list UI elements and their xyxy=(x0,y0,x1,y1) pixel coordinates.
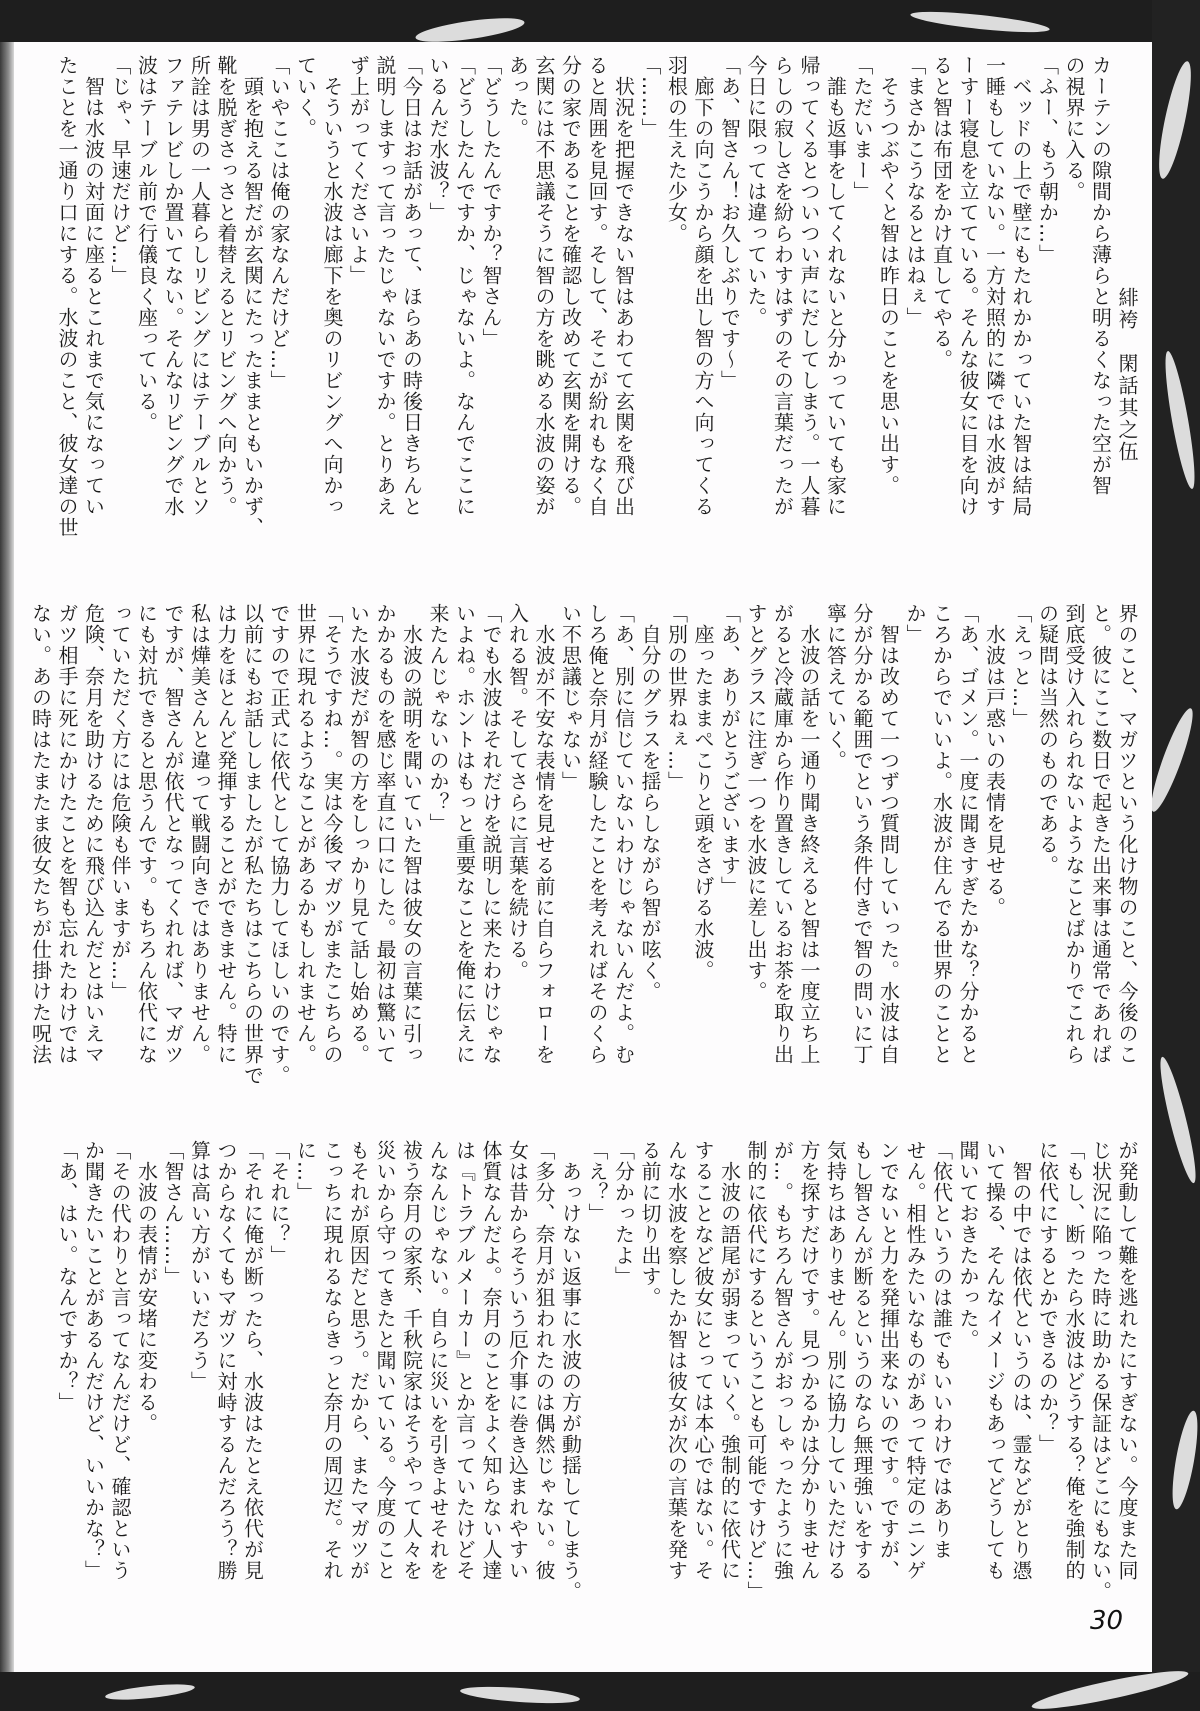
text-line: 算は高い方がいいだろう」 xyxy=(187,1140,212,1392)
text-line: 説明しますって言ったじゃないですか。とりあえ xyxy=(373,55,397,517)
text-line: か聞きたいことがあるんだけど、いいかな？」 xyxy=(81,1140,106,1581)
text-line: ていく。 xyxy=(293,55,318,139)
text-line: ンでないと力を発揮出来ないのです。ですが、 xyxy=(876,1140,901,1581)
text-line: ず上がってくださいよ」 xyxy=(346,55,371,286)
text-line: 智は改めて一つずつ質問していった。水波は自 xyxy=(876,603,901,1065)
text-line: たことを一通り口にする。水波のこと、彼女達の世 xyxy=(55,55,79,538)
text-line: こっちに現れるならきっと奈月の周辺だ。それ xyxy=(320,1140,344,1581)
text-line: 災いから守ってきたと聞いている。今度のこと xyxy=(373,1140,397,1581)
text-line: 「まさかこうなるとはねぇ」 xyxy=(903,55,927,328)
page-number: 30 xyxy=(1090,1606,1124,1636)
text-line: 「……」 xyxy=(638,55,662,139)
text-line: あった。 xyxy=(505,55,530,139)
text-line: することなど彼女にとっては本心ではない。そ xyxy=(691,1140,715,1581)
text-line: ころからでいいよ。水波が住んでる世界のことと xyxy=(929,603,954,1065)
text-line: 靴を脱ぎさっさと着替えるとリビングへ向かう。 xyxy=(214,55,238,517)
text-line: の疑問は当然のものである。 xyxy=(1035,603,1060,876)
text-line: 廊下の向こうから顔を出し智の方へ向ってくる xyxy=(691,55,715,517)
text-line: がると冷蔵庫から作り置きしているお茶を取り出 xyxy=(770,603,795,1065)
text-line: 一睡もしていない。一方対照的に隣では水波がす xyxy=(982,55,1007,517)
text-line: せん。相性みたいなものがあって特定のニンゲ xyxy=(903,1140,927,1581)
text-line: ですので正式に依代として協力してほしいのです。 xyxy=(267,603,291,1086)
text-line: 「どうしたんですか、じゃないよ。なんでここに xyxy=(452,55,477,517)
text-line: の視界に入る。 xyxy=(1062,55,1086,202)
text-line: 水波が不安な表情を見せる前に自らフォローを xyxy=(532,603,556,1065)
text-line: ですが、智さんが依代となってくれれば、マガツ xyxy=(161,603,185,1065)
text-line: 「え？」 xyxy=(585,1140,609,1224)
text-line: 水波の説明を聞いていた智は彼女の言葉に引っ xyxy=(399,603,424,1065)
text-line: と。彼にここ数日で起きた出来事は通常であれば xyxy=(1088,603,1113,1065)
text-line: 羽根の生えた少女。 xyxy=(664,55,689,244)
text-line: 帰ってくるとついつい声にだしてしまう。一人暮 xyxy=(797,55,821,517)
text-line: 到底受け入れられないようなことばかりでこれら xyxy=(1062,603,1086,1065)
text-line: 「そうですね…。実は今後マガツがまたこちらの xyxy=(320,603,344,1065)
text-line: 聞いておきたかった。 xyxy=(956,1140,980,1350)
text-line: る前に切り出す。 xyxy=(638,1140,662,1308)
text-line: が発動して難を逃れたにすぎない。今度また同 xyxy=(1115,1140,1139,1581)
text-line: 「ふー、もう朝か…」 xyxy=(1035,55,1060,265)
text-line: 「もし、断ったら水波はどうする？俺を強制的 xyxy=(1062,1140,1086,1581)
text-line: か」 xyxy=(903,603,927,645)
text-line: いよね。ホントはもっと重要なことを俺に伝えに xyxy=(452,603,477,1065)
text-line: ファテレビしか置いてない。そんなリビングで水 xyxy=(161,55,185,517)
text-line: 所詮は男の一人暮らしリビングにはテーブルとソ xyxy=(187,55,212,517)
text-line: もそれが原因だと思う。だから、またマガツが xyxy=(346,1140,371,1581)
text-line: ガツ相手に死にかけたことを智も忘れたわけでは xyxy=(55,603,79,1065)
text-line: い不思議じゃない」 xyxy=(558,603,583,792)
text-line: 世界に現れるようなことがあるかもしれません。 xyxy=(293,603,318,1065)
text-line: 水波の語尾が弱まっていく。強制的に依代に xyxy=(717,1140,742,1581)
text-line: 「あ、はい。なんですか？」 xyxy=(55,1140,79,1413)
text-line: 「でも水波はそれだけを説明しに来たわけじゃな xyxy=(479,603,503,1065)
text-line: すとグラスに注ぎ一つを水波に差し出す。 xyxy=(744,603,768,1002)
chapter-title: 緋袴 閑話其之伍 xyxy=(1115,287,1139,463)
text-line: 危険、奈月を助けるために飛び込んだとはいえマ xyxy=(81,603,106,1065)
text-line: ると智は布団をかけ直してやる。 xyxy=(929,55,954,370)
text-line: 「あ、別に信じていないわけじゃないんだよ。む xyxy=(611,603,636,1065)
text-line: 「依代というのは誰でもいいわけではありま xyxy=(929,1140,954,1560)
text-line: 水波の話を一通り聞き終えると智は一度立ち上 xyxy=(797,603,821,1065)
text-line: 分の家であることを確認し改めて玄関を開ける。 xyxy=(558,55,583,517)
text-line: 「多分、奈月が狙われたのは偶然じゃない。彼 xyxy=(532,1140,556,1581)
text-line: そうつぶやくと智は昨日のことを思い出す。 xyxy=(876,55,901,496)
text-line: 智の中では依代というのは、霊などがとり憑 xyxy=(1009,1140,1033,1581)
text-line: 智は水波の対面に座るとこれまで気になってい xyxy=(81,55,106,517)
text-line: 今日に限っては違っていた。 xyxy=(744,55,768,328)
text-line: かかるものを感じ率直に口にした。最初は驚いて xyxy=(373,603,397,1065)
text-line: 玄関には不思議そうに智の方を眺める水波の姿が xyxy=(532,55,556,517)
text-line: 方を探すだけです。見つかるかは分かりません xyxy=(797,1140,821,1581)
text-line: しろ俺と奈月が経験したことを考えればそのくら xyxy=(585,603,609,1065)
text-line: 女は昔からそういう厄介事に巻き込まれやすい xyxy=(505,1140,530,1581)
text-line: 「別の世界ねぇ…」 xyxy=(664,603,689,792)
text-line: 界のこと、マガツという化け物のこと、今後のこ xyxy=(1115,603,1139,1065)
text-line: つからなくてもマガツに対峙するんだろう？勝 xyxy=(214,1140,238,1581)
text-line: 「分かったよ」 xyxy=(611,1140,636,1287)
text-line: もし智さんが断るというのなら無理強いをする xyxy=(850,1140,874,1581)
text-line: いた水波だが智の方をしっかり見て話し始める。 xyxy=(346,603,371,1065)
text-line: 来たんじゃないのか？」 xyxy=(426,603,450,834)
text-line: 「その代わりと言ってなんだけど、確認という xyxy=(108,1140,132,1581)
text-line: 気持ちはありません。別に協力していただける xyxy=(823,1140,848,1581)
text-line: 「それに？」 xyxy=(267,1140,291,1266)
text-line: カーテンの隙間から薄らと明るくなった空が智 xyxy=(1088,55,1113,496)
text-line: らしの寂しさを紛らわすはずのその言葉だったが xyxy=(770,55,795,517)
text-line: 水波は戸惑いの表情を見せる。 xyxy=(982,603,1007,918)
text-line: 状況を把握できない智はあわてて玄関を飛び出 xyxy=(611,55,636,517)
text-line: 座ったままぺこりと頭をさげる水波。 xyxy=(691,603,715,981)
text-line: んな水波を察したか智は彼女が次の言葉を発す xyxy=(664,1140,689,1581)
text-line: 「それに俺が断ったら、水波はたとえ依代が見 xyxy=(240,1140,265,1581)
text-line: じ状況に陥った時に助かる保証はどこにもない。 xyxy=(1088,1140,1113,1602)
text-line: 分が分かる範囲でという条件付きで智の問いに丁 xyxy=(850,603,874,1065)
text-line: 「じゃ、早速だけど…」 xyxy=(108,55,132,286)
text-line: 祓う奈月の家系、千秋院家はそうやって人々を xyxy=(399,1140,424,1581)
text-line: 「今日はお話があって、ほらあの時後日きちんと xyxy=(399,55,424,517)
text-line: ーすー寝息を立てている。そんな彼女に目を向け xyxy=(956,55,980,517)
text-line: 水波の表情が安堵に変わる。 xyxy=(134,1140,159,1434)
text-line: っていただく方には危険も伴いますが…」 xyxy=(108,603,132,1002)
text-line: に…」 xyxy=(293,1140,318,1203)
text-line: 体質なんだよ。奈月のことをよく知らない人達 xyxy=(479,1140,503,1581)
text-line: 制的に依代にするということも可能ですけど…」 xyxy=(744,1140,768,1602)
text-line: 頭を抱える智だが玄関にたったままともいかず、 xyxy=(240,55,265,538)
text-line: が…。もちろん智さんがおっしゃったように強 xyxy=(770,1140,795,1581)
text-line: 「あ、智さん！お久しぶりです〜」 xyxy=(717,55,742,391)
text-line: 私は燁美さんと違って戦闘向きではありません。 xyxy=(187,603,212,1065)
text-line: 「智さん……」 xyxy=(161,1140,185,1287)
text-line: 「あ、ありがとうございます」 xyxy=(717,603,742,897)
text-line: 自分のグラスを揺らしながら智が呟く。 xyxy=(638,603,662,1002)
text-line: ない。あの時はたまたま彼女たちが仕掛けた呪法 xyxy=(28,603,53,1065)
text-line: いて操る、そんなイメージもあってどうしても xyxy=(982,1140,1007,1581)
text-line: 入れる智。そしてさらに言葉を続ける。 xyxy=(505,603,530,981)
text-block-middle xyxy=(27,603,1140,1086)
text-line: 「どうしたんですか？智さん」 xyxy=(479,55,503,349)
text-line: 以前にもお話ししましたが私たちはこちらの世界で xyxy=(240,603,265,1086)
text-line: 波はテーブル前で行儀良く座っている。 xyxy=(134,55,159,433)
text-block-top xyxy=(54,55,1141,538)
text-line: 寧に答えていく。 xyxy=(823,603,848,771)
text-line: ベッドの上で壁にもたれかかっていた智は結局 xyxy=(1009,55,1033,517)
text-line: にも対抗できると思うんです。もちろん依代にな xyxy=(134,603,159,1065)
text-line: 「いやここは俺の家なんだけど…」 xyxy=(267,55,291,391)
text-line: は『トラブルメーカー』とか言っていたけどそ xyxy=(452,1140,477,1581)
text-line: そういうと水波は廊下を奥のリビングへ向かっ xyxy=(320,55,344,517)
text-line: いるんだ水波？」 xyxy=(426,55,450,223)
text-line: は力をほとんど発揮することができません。特に xyxy=(214,603,238,1065)
text-line: に依代にするとかできるのか？」 xyxy=(1035,1140,1060,1455)
text-line: 誰も返事をしてくれないと分かっていても家に xyxy=(823,55,848,517)
text-line: 「あ、ゴメン。一度に聞きすぎたかな？分かると xyxy=(956,603,980,1065)
text-line: んなんじゃない。自らに災いを引きよせそれを xyxy=(426,1140,450,1581)
text-line: 「ただいまー」 xyxy=(850,55,874,202)
text-line: あっけない返事に水波の方が動揺してしまう。 xyxy=(558,1140,583,1602)
text-line: 「えっと…」 xyxy=(1009,603,1033,729)
text-line: ると周囲を見回す。そして、そこが紛れもなく自 xyxy=(585,55,609,517)
text-block-bottom xyxy=(54,1140,1141,1602)
